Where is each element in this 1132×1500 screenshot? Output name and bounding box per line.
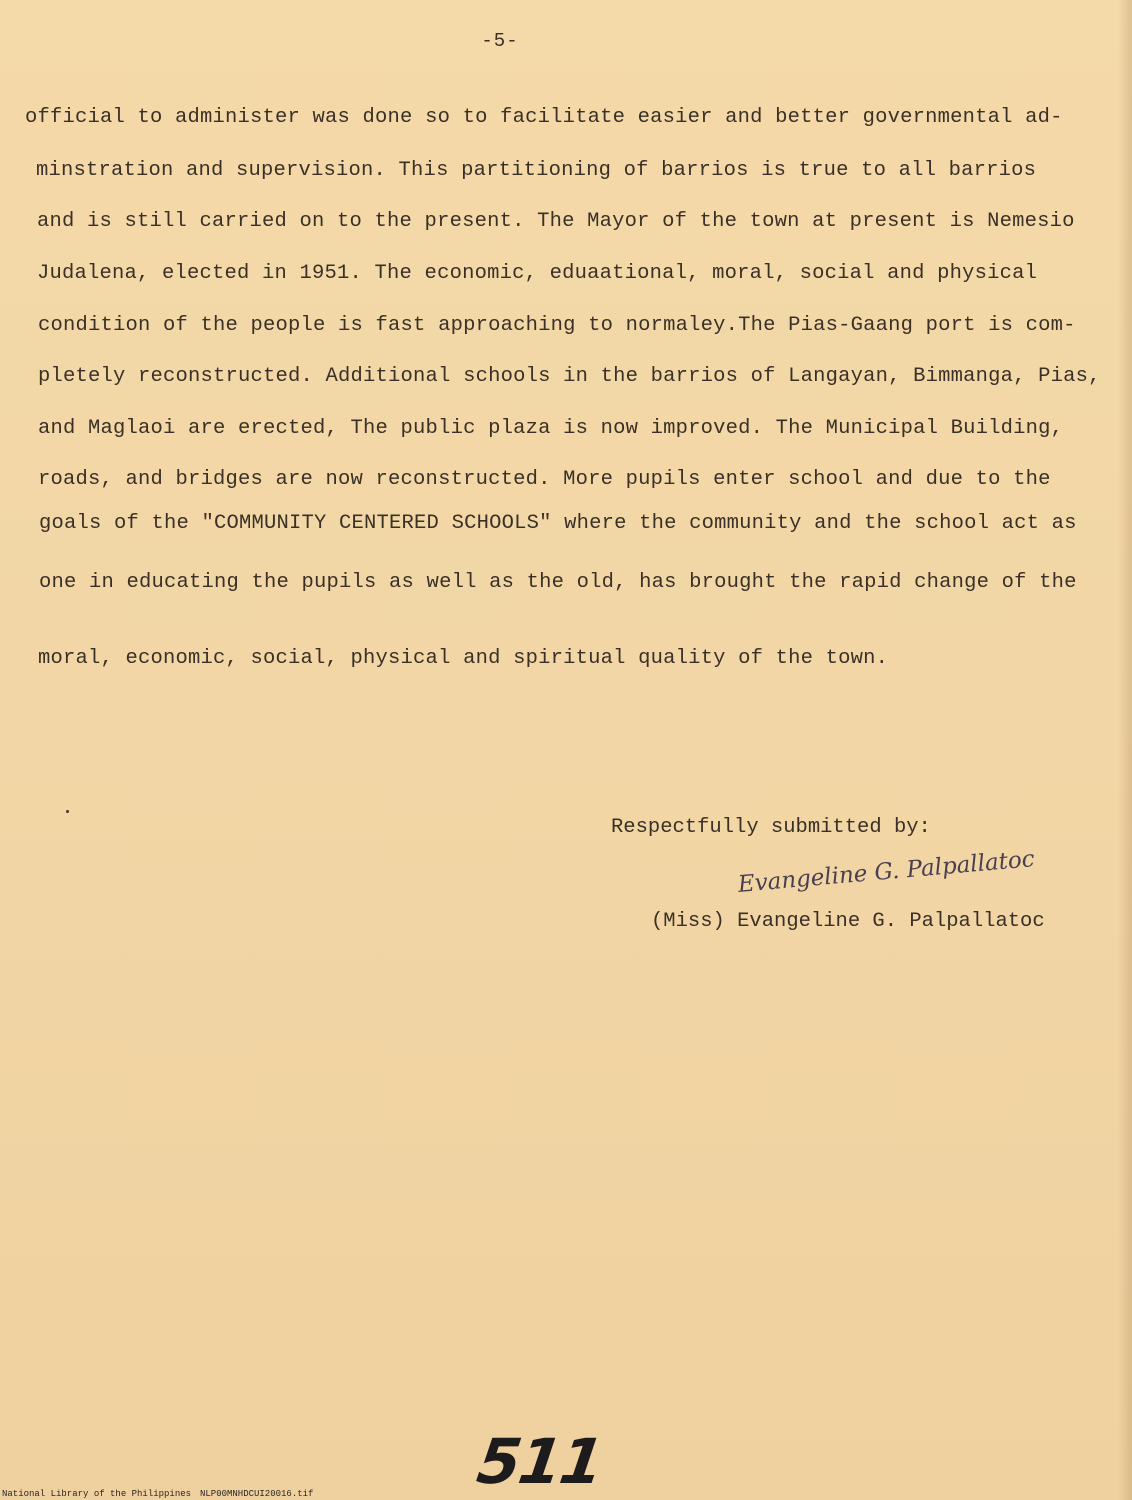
signer-name: (Miss) Evangeline G. Palpallatoc	[651, 910, 1045, 933]
closing-line: Respectfully submitted by:	[611, 816, 931, 839]
body-line-9: goals of the "COMMUNITY CENTERED SCHOOLS" where the community and the school act as	[39, 512, 1077, 535]
body-line-8: roads, and bridges are now reconstructed. More pupils enter school and due to the	[38, 468, 1051, 491]
body-line-6: pletely reconstructed. Additional schools in the barrios of Langayan, Bimmanga, Pias,	[38, 365, 1101, 388]
body-line-3: and is still carried on to the present. The Mayor of the town at present is Nemesio	[37, 210, 1075, 233]
body-line-11: moral, economic, social, physical and spiritual quality of the town.	[38, 647, 889, 670]
body-line-10: one in educating the pupils as well as the old, has brought the rapid change of the	[39, 571, 1077, 594]
body-line-1: official to administer was done so to facilitate easier and better governmental ad-	[25, 106, 1063, 129]
page-number: -5-	[481, 30, 519, 52]
paper-speck	[66, 810, 69, 813]
body-line-7: and Maglaoi are erected, The public plaza is now improved. The Municipal Building,	[38, 417, 1064, 440]
footer-credit: National Library of the Philippines	[2, 1489, 192, 1499]
handwritten-signature: Evangeline G. Palpallatoc	[736, 846, 1036, 898]
body-line-2: minstration and supervision. This partitioning of barrios is true to all barrios	[36, 159, 1037, 182]
body-line-4: Judalena, elected in 1951. The economic, eduaational, moral, social and physical	[37, 262, 1038, 285]
body-line-5: condition of the people is fast approaching to normaley.The Pias-Gaang port is com-	[38, 314, 1076, 337]
handwritten-page-number: 511	[472, 1425, 607, 1498]
footer-filename: NLP00MNHDCUI20016.tif	[200, 1489, 314, 1499]
page-edge-shadow	[1118, 0, 1132, 1500]
